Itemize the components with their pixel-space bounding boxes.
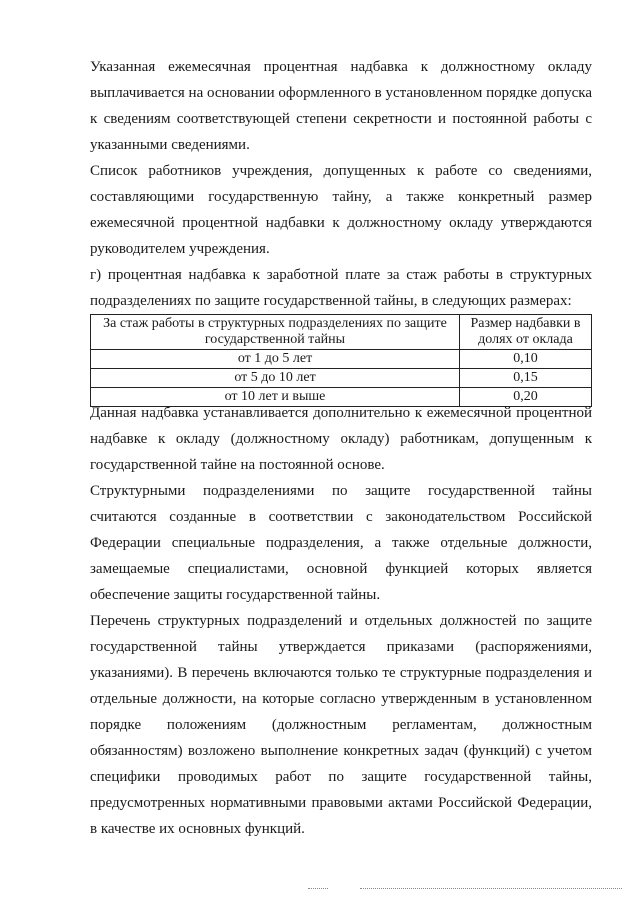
footer-dotted-line [360,888,622,889]
table-cell-rate: 0,10 [460,350,592,369]
table-row [91,350,592,369]
paragraph-employee-list: Список работников учреждения, допущенных к работе со сведениями, составляющими государственную тайну, а также конкретный размер ежемесячной процентной надбавки к должностному окладу утверждаются руководителем учреждения. [90,163,592,257]
table-row [91,369,592,388]
table-cell-rate: 0,20 [460,388,592,407]
paragraph-structural-units: Структурными подразделениями по защите государственной тайны считаются созданные в соответствии с законодательством Российской Федерации специальные подразделения, а также отдельные должности, замещаемые специалистами, основной функцией которых является обеспечение защиты государственной тайны. [90,483,592,603]
table-cell-seniority: от 5 до 10 лет [91,369,460,388]
paragraph-allowance-basis: Указанная ежемесячная процентная надбавка к должностному окладу выплачивается на основании оформленного в установленном порядке допуска к сведениям соответствующей степени секретности и постоянной работы с указанными сведениями. [90,59,592,153]
table-cell-seniority: от 1 до 5 лет [91,350,460,369]
table-header-row [91,315,592,350]
table-header-rate: Размер надбавки в долях от оклада [460,315,592,350]
paragraph-additional-allowance: Данная надбавка устанавливается дополнительно к ежемесячной процентной надбавке к окладу (должностному окладу) работникам, допущенным к государственной тайне на постоянной основе. [90,405,592,473]
table-cell-seniority: от 10 лет и выше [91,388,460,407]
table-header-seniority: За стаж работы в структурных подразделениях по защите государственной тайны [91,315,460,350]
paragraph-units-list: Перечень структурных подразделений и отдельных должностей по защите государственной тайны утверждается приказами (распоряжениями, указаниями). В перечень включаются только те структурные подразделения и отдельные должности, на которые согласно утвержденным в установленном порядке положениям (должностным регламентам, должностным обязанностям) возложено выполнение конкретных задач (функций) с учетом специфики проводимых работ по защите государственной тайны, предусмотренных нормативными правовыми актами Российской Федерации, в качестве их основных функций. [90,613,592,837]
table-cell-rate: 0,15 [460,369,592,388]
footer-dotted-line [308,888,328,889]
paragraph-item-g: г) процентная надбавка к заработной плате за стаж работы в структурных подразделениях по защите государственной тайны, в следующих размерах: [90,267,592,309]
allowance-table [90,314,592,407]
